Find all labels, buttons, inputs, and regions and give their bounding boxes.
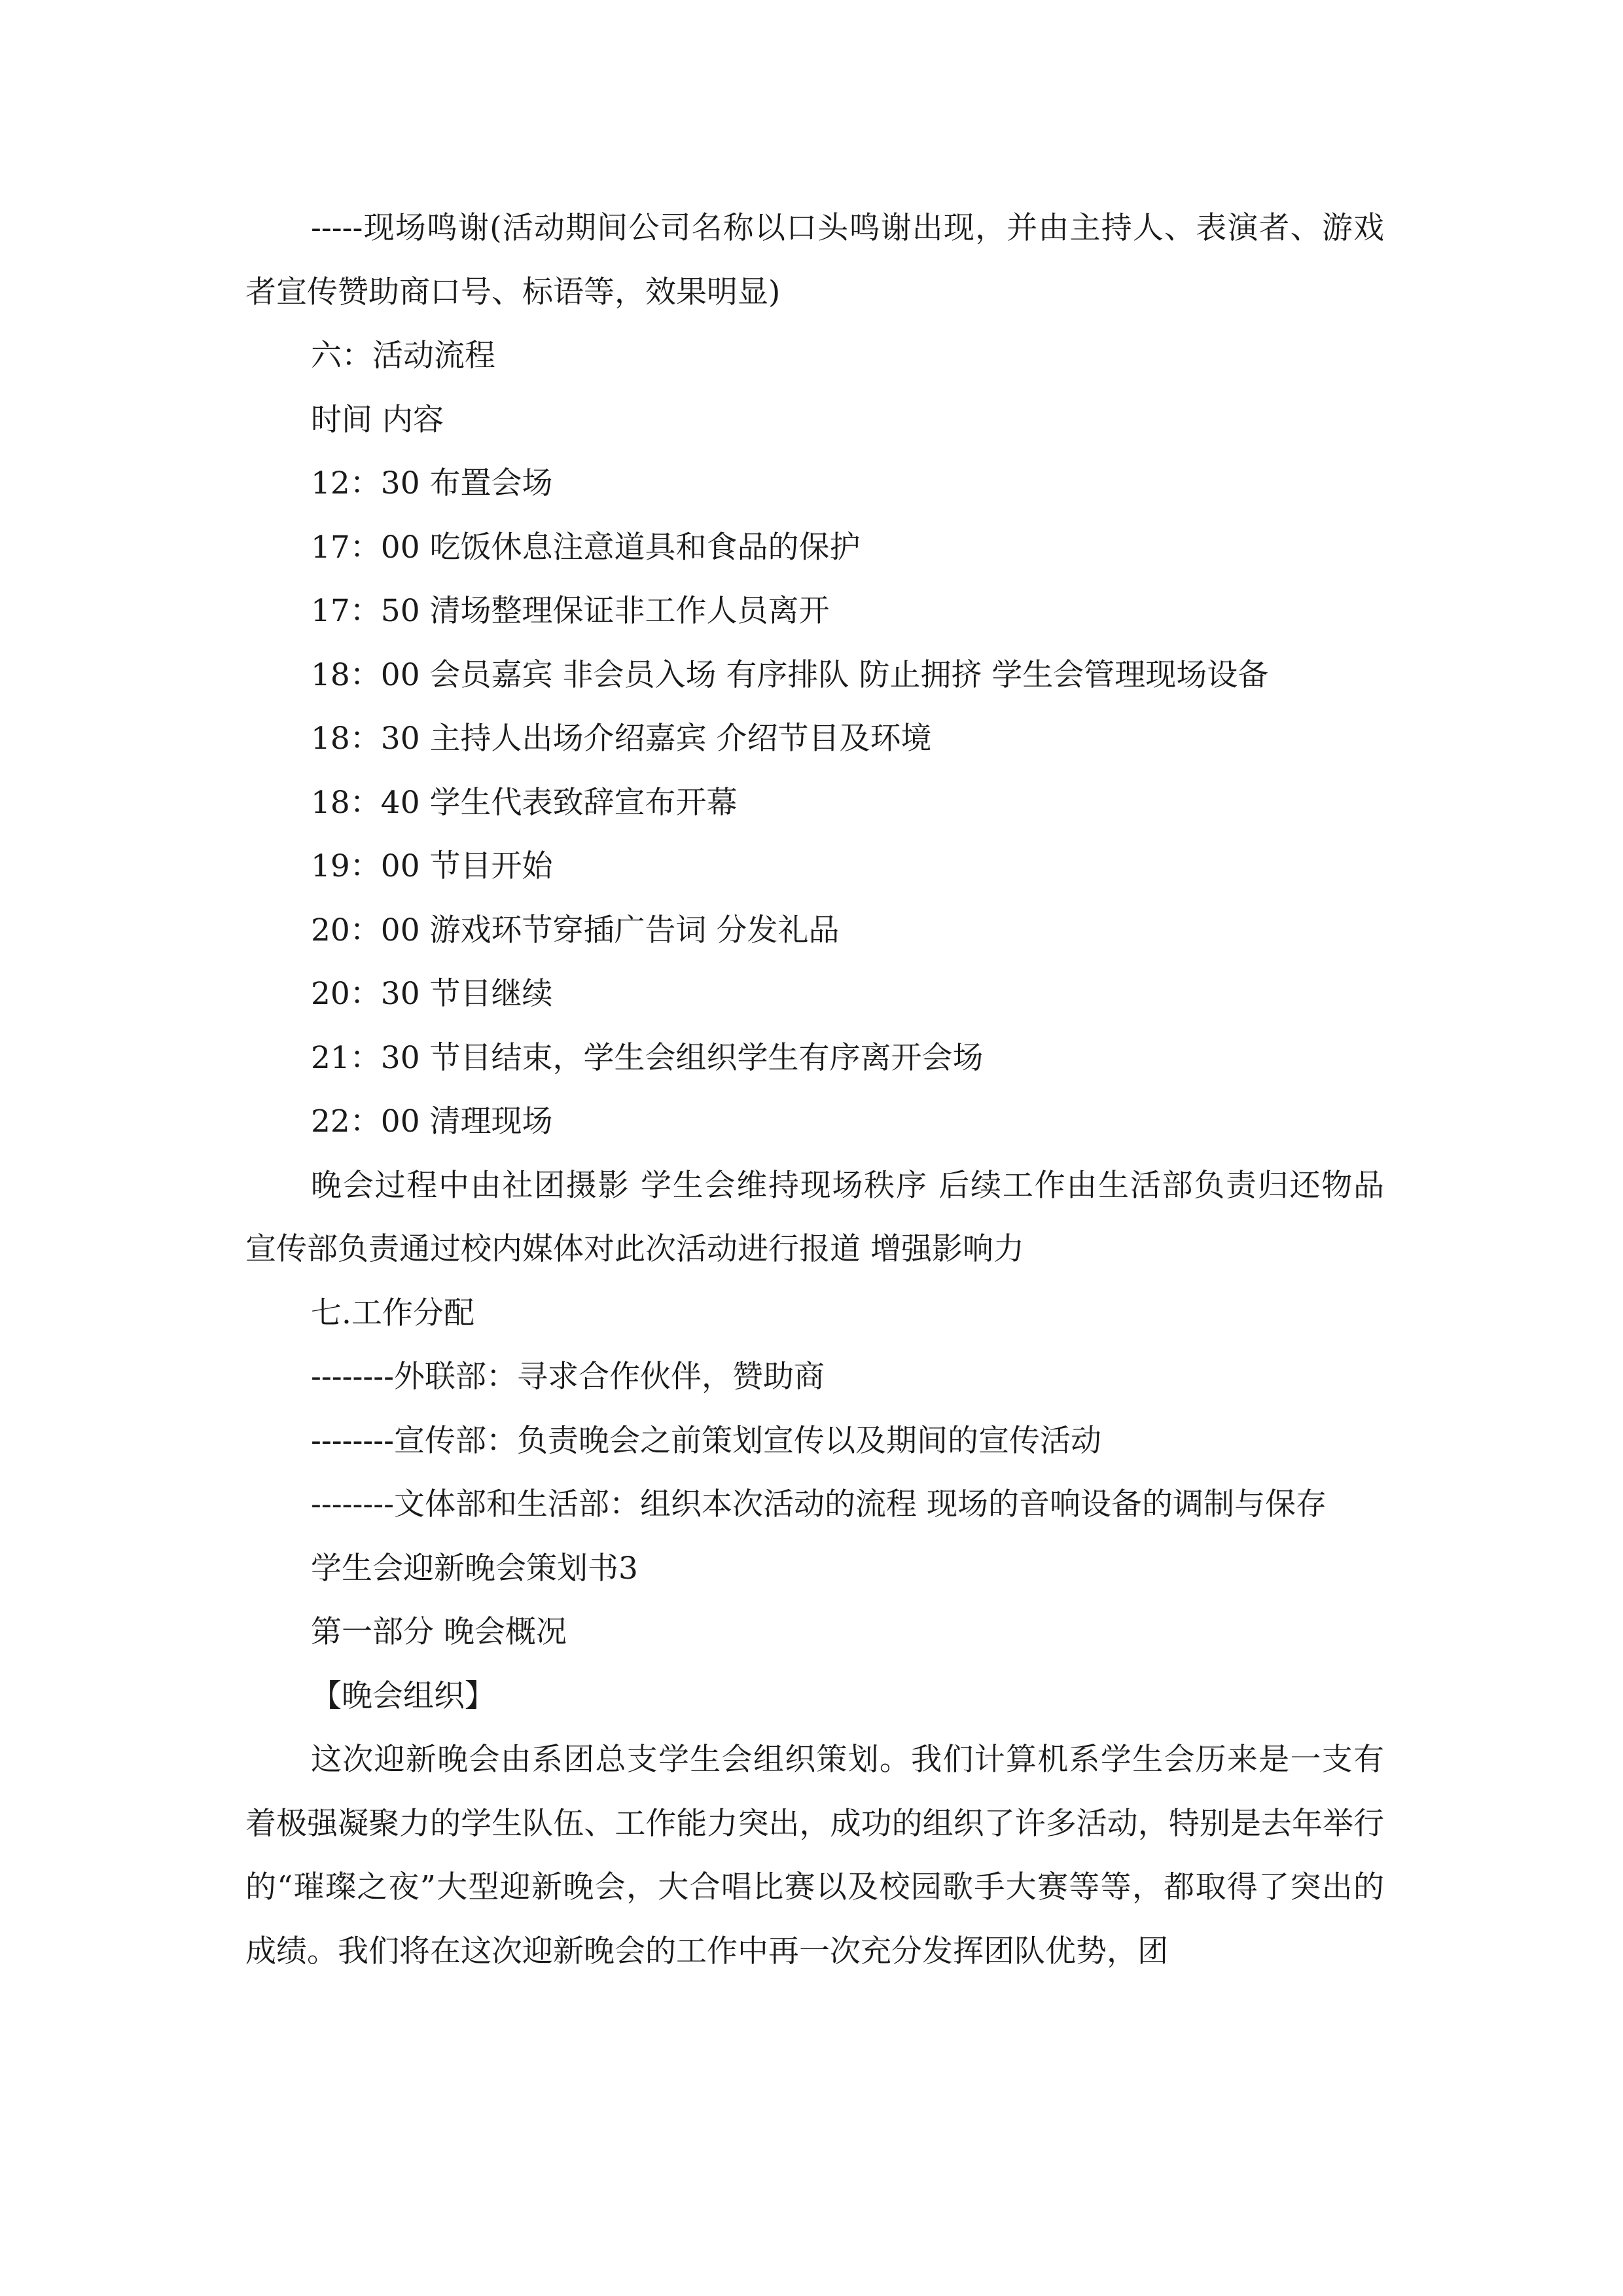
schedule-item: 19：00 节目开始 [311,848,553,884]
subheading-organization: 【晚会组织】 [311,1677,495,1714]
schedule-header: 时间 内容 [311,401,444,438]
part-heading: 第一部分 晚会概况 [311,1614,567,1650]
schedule-item: 17：00 吃饭休息注意道具和食品的保护 [311,529,861,565]
schedule-item: 18：30 主持人出场介绍嘉宾 介绍节目及环境 [311,721,932,757]
schedule-item: 17：50 清场整理保证非工作人员离开 [311,593,830,629]
schedule-item: 12：30 布置会场 [311,465,553,501]
assignment-item: --------外联部：寻求合作伙伴，赞助商 [311,1359,825,1395]
paragraph-organization: 这次迎新晚会由系团总支学生会组织策划。我们计算机系学生会历来是一支有着极强凝聚力的学生队伍、工作能力突出，成功的组织了许多活动，特别是去年举行的“璀璨之夜”大型迎新晚会，大合唱比赛以及校园歌手大赛等等，都取得了突出的成绩。我们将在这次迎新晚会的工作中再一次充分发挥团队优势，团 [245,1742,1384,1969]
paragraph-evening-process: 晚会过程中由社团摄影 学生会维持现场秩序 后续工作由生活部负责归还物品 宣传部负责通过校内媒体对此次活动进行报道 增强影响力 [245,1167,1384,1267]
schedule-item: 18：40 学生代表致辞宣布开幕 [311,784,738,821]
schedule-item: 18：00 会员嘉宾 非会员入场 有序排队 防止拥挤 学生会管理现场设备 [311,656,1269,693]
heading-activity-flow: 六：活动流程 [311,338,495,374]
document-body [245,196,1384,1983]
schedule-item: 20：30 节目继续 [311,976,553,1012]
schedule-item: 22：00 清理现场 [311,1103,553,1139]
paragraph-acknowledgement: -----现场鸣谢(活动期间公司名称以口头鸣谢出现，并由主持人、表演者、游戏者宣传赞助商口号、标语等，效果明显) [245,210,1384,310]
assignment-item: --------宣传部：负责晚会之前策划宣传以及期间的宣传活动 [311,1422,1102,1459]
schedule-item: 21：30 节目结束，学生会组织学生有序离开会场 [311,1039,984,1076]
schedule-item: 20：00 游戏环节穿插广告词 分发礼品 [311,912,840,948]
assignment-item: --------文体部和生活部：组织本次活动的流程 现场的音响设备的调制与保存 [311,1486,1327,1522]
heading-work-assignment: 七.工作分配 [311,1295,474,1331]
section-title: 学生会迎新晚会策划书3 [311,1550,638,1587]
